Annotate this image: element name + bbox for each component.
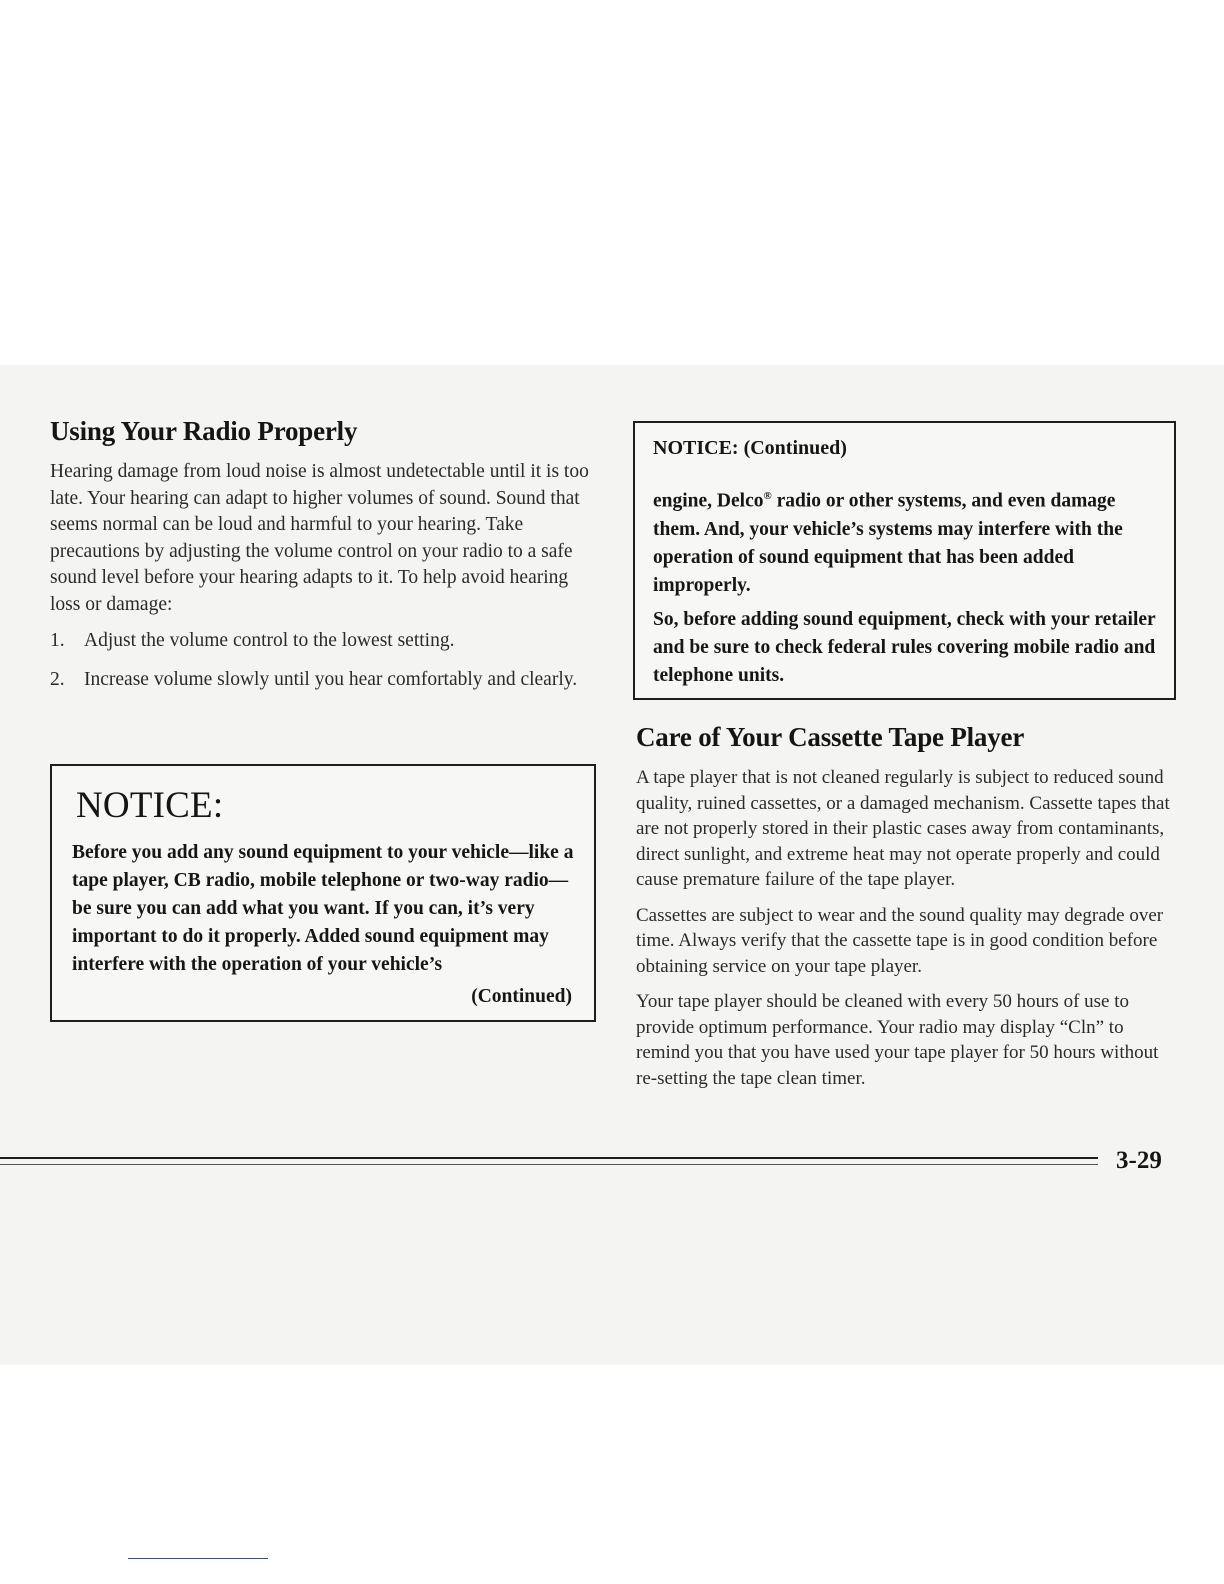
list-item	[50, 628, 598, 655]
list-item	[50, 667, 598, 694]
cassette-paragraph-3: Your tape player should be cleaned with every 50 hours of use to provide optimum performance. Your radio may display “Cln” to remind you that you have used your tape player for 50 hours without re-setting the tape clean timer.	[636, 991, 1159, 1089]
left-column	[50, 416, 598, 705]
notice-continued-box	[633, 421, 1176, 700]
step-number: 1.	[50, 630, 65, 651]
step-text: Increase volume slowly until you hear comfortably and clearly.	[84, 668, 578, 690]
registered-mark: ®	[763, 490, 772, 502]
footer-rule-thin	[0, 1164, 1098, 1165]
notice-continued-heading: NOTICE: (Continued)	[653, 437, 847, 459]
notice-text: Before you add any sound equipment to your vehicle—like a tape player, CB radio, mobile telephone or two-way radio—be sure you can add what you want. If you can, it’s very important to do it properly. Added sound equipment may interfere with the operation of your vehicle’s	[72, 842, 574, 975]
notice-continued-text-1	[653, 482, 1156, 600]
cassette-paragraph-2: Cassettes are subject to wear and the sound quality may degrade over time. Always verify that the cassette tape is in good condition before obtaining service on your tape player.	[636, 904, 1164, 977]
notice-heading: NOTICE:	[76, 785, 224, 826]
notice-text-part: radio or other systems, and even damage them. And, your vehicle’s systems may interfere with the operation of sound equipment that has been added improperly.	[653, 490, 1123, 596]
section-title-cassette: Care of Your Cassette Tape Player	[636, 722, 1025, 752]
step-number: 2.	[50, 668, 65, 690]
page-number: 3-29	[1116, 1147, 1162, 1174]
notice-continued-text-2: So, before adding sound equipment, check with your retailer and be sure to check federal rules covering mobile radio and telephone units.	[653, 608, 1156, 686]
notice-box	[50, 764, 596, 1022]
notice-text-part: engine, Delco	[653, 490, 764, 512]
step-text: Adjust the volume control to the lowest setting.	[84, 630, 455, 651]
radio-steps-list	[50, 628, 598, 693]
section-title-radio: Using Your Radio Properly	[50, 416, 358, 446]
bottom-decorative-line	[128, 1558, 268, 1559]
continued-label: (Continued)	[471, 986, 572, 1007]
footer-rule	[0, 1157, 1098, 1159]
radio-intro-paragraph: Hearing damage from loud noise is almost undetectable until it is too late. Your hearing can adapt to higher volumes of sound. Sound that seems normal can be loud and harmful to your hearing. Take precautions by adjusting the volume control on your radio to a safe sound level before your hearing adapts to it. To help avoid hearing loss or damage:	[50, 461, 589, 615]
cassette-paragraph-1: A tape player that is not cleaned regularly is subject to reduced sound quality, ruined cassettes, or a damaged mechanism. Cassette tapes that are not properly stored in their plastic cases away from contaminants, direct sunlight, and extreme heat may not operate properly and could cause premature failure of the tape player.	[636, 767, 1170, 890]
cassette-section	[636, 722, 1178, 1101]
